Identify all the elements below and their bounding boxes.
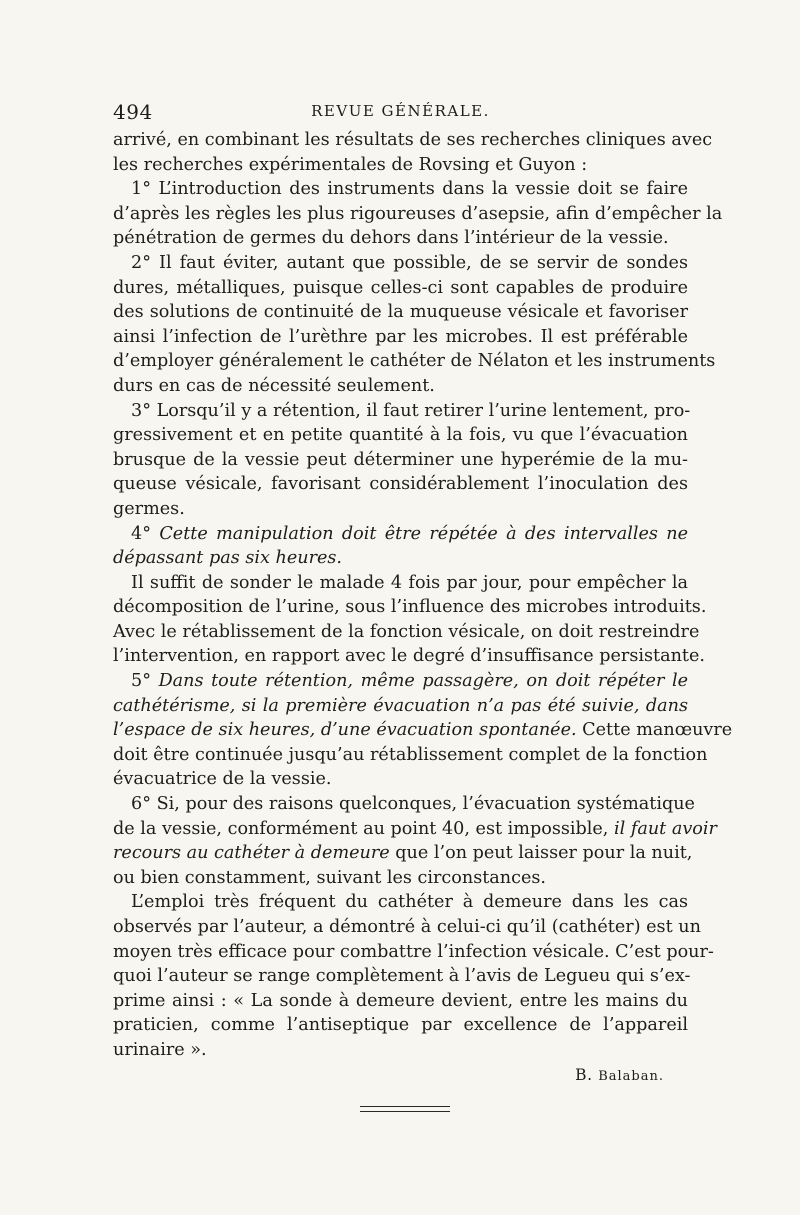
text-line: l’intervention, en rapport avec le degré d’insuffisance persistante. xyxy=(113,646,705,667)
text-line: d’employer généralement le cathéter de Nélaton et les instruments xyxy=(113,351,716,372)
end-rule xyxy=(360,1106,450,1112)
text-line: germes. xyxy=(113,498,185,519)
text-line: observés par l’auteur, a démontré à celui-ci qu’il (cathéter) est un xyxy=(113,917,701,937)
text-line: ou bien constamment, suivant les circonstances. xyxy=(113,867,547,888)
page-number: 494 xyxy=(113,100,153,124)
text-line: évacuatrice de la vessie. xyxy=(113,769,332,790)
text-line: arrivé, en combinant les résultats de ses recherches cliniques avec xyxy=(113,130,713,150)
text-line: prime ainsi : « La sonde à demeure devient, entre les mains du xyxy=(113,990,688,1011)
text-line: 2° Il faut éviter, autant que possible, de se servir de sondes xyxy=(131,252,688,273)
italic-run: recours au cathéter à demeure xyxy=(113,843,390,864)
text-line: l’espace de six heures, d’une évacuation spontanée. Cette manœuvre xyxy=(113,720,733,741)
text-line: gressivement et en petite quantité à la fois, vu que l’évacuation xyxy=(113,425,688,446)
signature-surname: Balaban. xyxy=(598,1068,664,1084)
text-line: de la vessie, conformément au point 40, est impossible, il faut avoir xyxy=(113,818,717,839)
text-line: Avec le rétablissement de la fonction vésicale, on doit restreindre xyxy=(113,621,700,642)
text-line: pénétration de germes du dehors dans l’intérieur de la vessie. xyxy=(113,228,669,249)
text-line-item-5: 5° Dans toute rétention, même passagère, on doit répéter le xyxy=(131,671,688,692)
text-line: décomposition de l’urine, sous l’influence des microbes introduits. xyxy=(113,597,707,618)
text-line: 1° L’introduction des instruments dans la vessie doit se faire xyxy=(131,179,688,200)
text-line: Il suffit de sonder le malade 4 fois par jour, pour empêcher la xyxy=(131,572,688,593)
text-line: d’après les règles les plus rigoureuses d’asepsie, afin d’empêcher la xyxy=(113,203,723,224)
text-line: moyen très efficace pour combattre l’infection vésicale. C’est pour- xyxy=(113,941,714,962)
text-line: dépassant pas six heures. xyxy=(113,548,343,569)
text-line: brusque de la vessie peut déterminer une hyperémie de la mu- xyxy=(113,449,688,470)
text-line: 3° Lorsqu’il y a rétention, il faut retirer l’urine lentement, pro- xyxy=(131,400,691,421)
text-line: praticien, comme l’antiseptique par excellence de l’appareil xyxy=(113,1015,688,1036)
text-line: dures, métalliques, puisque celles-ci sont capables de produire xyxy=(113,277,688,298)
text-line: queuse vésicale, favorisant considérablement l’inoculation des xyxy=(113,474,688,495)
text-line: les recherches expérimentales de Rovsing et Guyon : xyxy=(113,154,588,175)
text-line-item-4: 4° Cette manipulation doit être répétée à des intervalles ne xyxy=(131,523,688,544)
text-line: urinaire ». xyxy=(113,1039,207,1060)
page-header xyxy=(113,100,688,124)
article-body xyxy=(113,128,733,1087)
italic-run: Cette manipulation doit être répétée à des intervalles ne xyxy=(159,523,688,544)
text-line: cathétérisme, si la première évacuation n’a pas été suivie, dans xyxy=(113,695,688,716)
text-line: durs en cas de nécessité seulement. xyxy=(113,375,435,396)
text-line: 6° Si, pour des raisons quelconques, l’évacuation systématique xyxy=(131,794,695,815)
text-line: ainsi l’infection de l’urèthre par les microbes. Il est préférable xyxy=(113,326,688,347)
italic-run: l’espace de six heures, d’une évacuation spontanée. xyxy=(113,720,577,741)
text-line: recours au cathéter à demeure que l’on peut laisser pour la nuit, xyxy=(113,843,693,864)
text-line: L’emploi très fréquent du cathéter à demeure dans les cas xyxy=(131,892,688,913)
italic-run: il faut avoir xyxy=(613,818,717,839)
signature-initial: B. xyxy=(575,1065,593,1084)
author-signature xyxy=(113,1063,688,1088)
running-head: REVUE GÉNÉRALE. xyxy=(311,102,490,120)
text-line: doit être continuée jusqu’au rétablissement complet de la fonction xyxy=(113,744,708,765)
text-line: des solutions de continuité de la muqueuse vésicale et favoriser xyxy=(113,302,688,323)
text-line: quoi l’auteur se range complètement à l’avis de Legueu qui s’ex- xyxy=(113,966,691,987)
italic-run: Dans toute rétention, même passagère, on doit répéter le xyxy=(158,671,688,692)
